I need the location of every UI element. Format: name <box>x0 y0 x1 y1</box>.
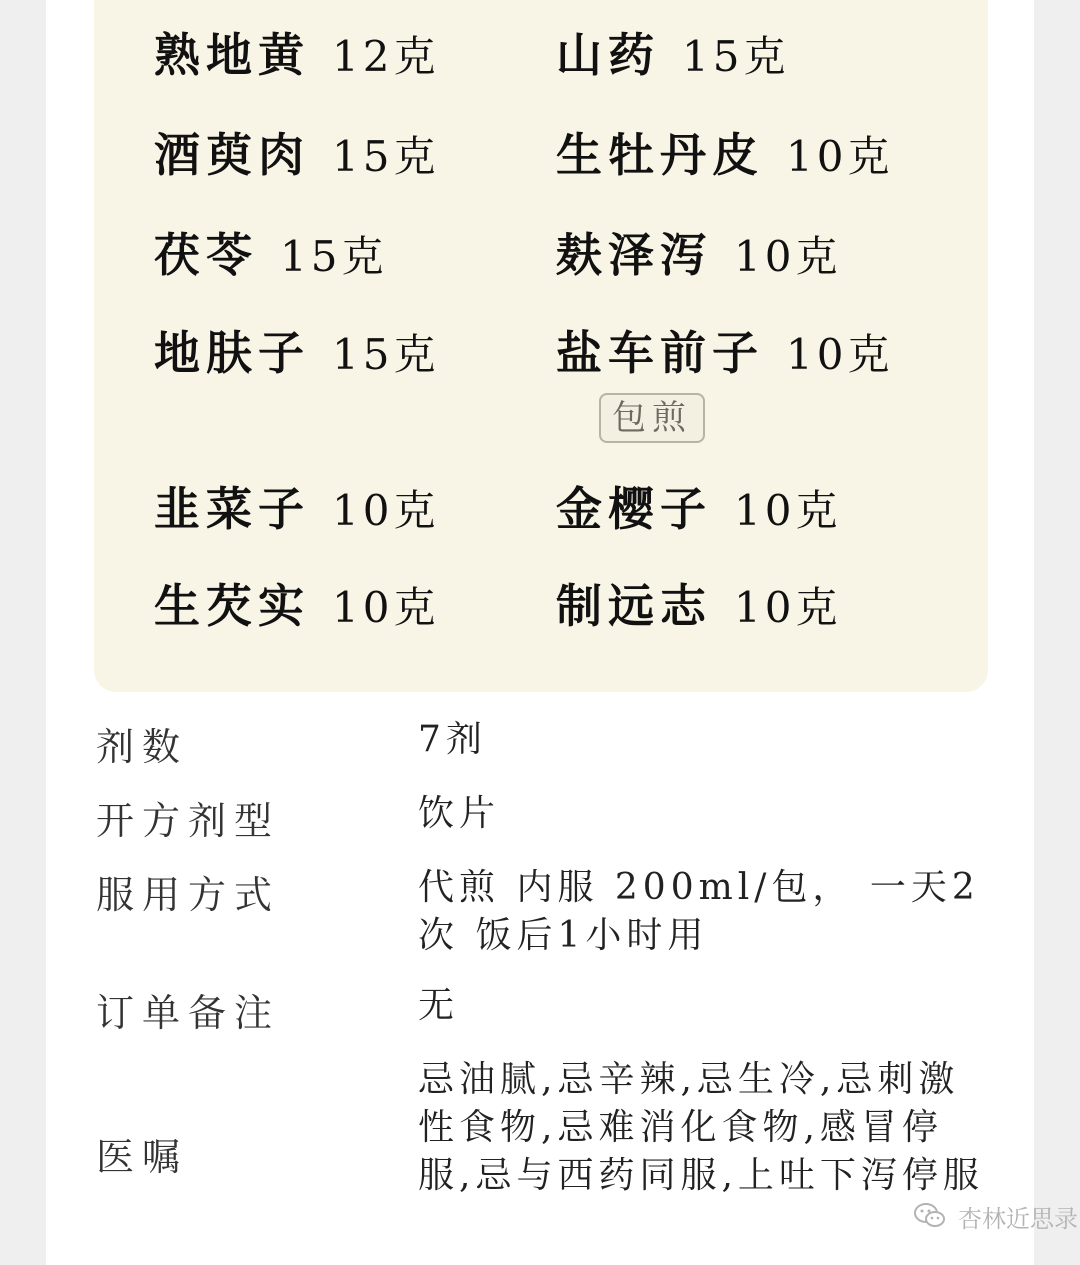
form-value: 饮片 <box>418 793 501 834</box>
herb-name: 麸泽泻 <box>556 228 712 282</box>
herb-dose: 12克 <box>332 32 440 81</box>
herb-item <box>154 325 439 381</box>
prescription-page <box>46 0 1078 1265</box>
herb-item <box>154 578 439 634</box>
herb-dose: 10克 <box>734 583 842 632</box>
wechat-icon <box>910 1196 950 1236</box>
herb-name: 山药 <box>556 28 660 82</box>
wechat-watermark <box>910 1196 1078 1236</box>
herb-item <box>556 27 789 83</box>
herb-dose: 15克 <box>332 132 440 181</box>
watermark-text: 杏林近思录 <box>958 1204 1078 1233</box>
herb-dose: 10克 <box>786 132 894 181</box>
herb-dose: 10克 <box>734 486 842 535</box>
herb-item <box>154 127 439 183</box>
usage-value: 代煎 内服 200ml/包， 一天2次 饭后1小时用 <box>418 867 980 956</box>
herb-dose: 10克 <box>332 486 440 535</box>
herb-dose: 15克 <box>280 232 388 281</box>
herb-dose: 15克 <box>682 32 790 81</box>
advice-label: 医嘱 <box>96 1135 189 1179</box>
decoction-note-badge: 包煎 <box>599 393 705 443</box>
form-label: 开方剂型 <box>96 799 281 843</box>
herb-dose: 15克 <box>332 330 440 379</box>
herb-name: 茯苓 <box>154 228 258 282</box>
herb-name: 熟地黄 <box>154 28 310 82</box>
herb-name: 生牡丹皮 <box>556 128 764 182</box>
herb-name: 生芡实 <box>154 579 310 633</box>
herb-name: 制远志 <box>556 579 712 633</box>
usage-label: 服用方式 <box>96 873 281 917</box>
herb-item <box>154 227 387 283</box>
herb-item <box>154 27 439 83</box>
herb-name: 金樱子 <box>556 482 712 536</box>
herb-item <box>556 127 893 183</box>
herb-dose: 10克 <box>786 330 894 379</box>
herb-item <box>556 325 893 381</box>
herb-name: 盐车前子 <box>556 326 764 380</box>
herb-item <box>556 578 841 634</box>
herb-item <box>154 481 439 537</box>
herb-dose: 10克 <box>332 583 440 632</box>
herb-name: 韭菜子 <box>154 482 310 536</box>
herb-list-panel <box>94 0 988 692</box>
herb-item <box>556 227 841 283</box>
remark-value: 无 <box>418 985 460 1026</box>
herb-name: 酒萸肉 <box>154 128 310 182</box>
doses-label: 剂数 <box>96 725 189 769</box>
herb-name: 地肤子 <box>154 326 310 380</box>
remark-label: 订单备注 <box>96 991 281 1035</box>
herb-item <box>556 481 841 537</box>
herb-dose: 10克 <box>734 232 842 281</box>
doses-value: 7剂 <box>418 719 487 760</box>
advice-value: 忌油腻,忌辛辣,忌生冷,忌刺激性食物,忌难消化食物,感冒停服,忌与西药同服,上吐下泻停服 <box>418 1059 984 1196</box>
